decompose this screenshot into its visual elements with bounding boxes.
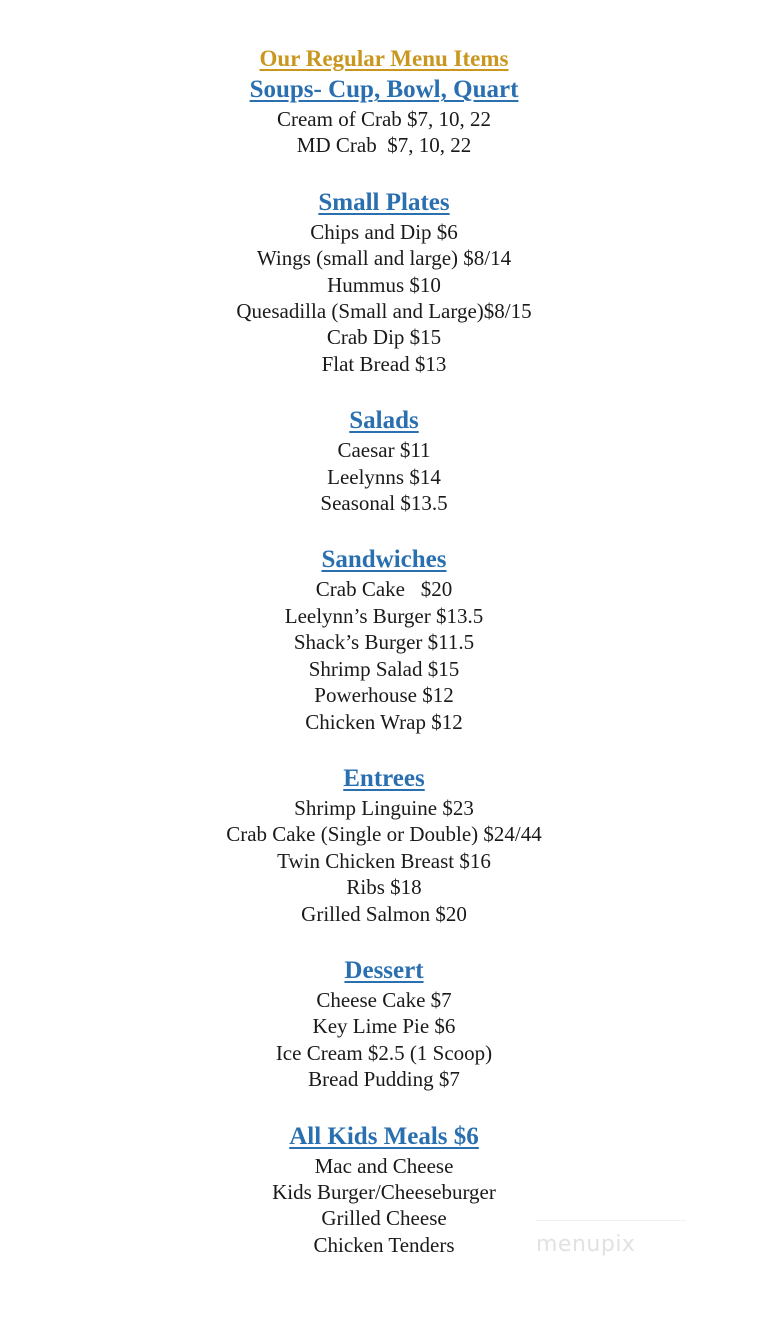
section-kids-meals	[0, 1121, 768, 1259]
section-heading: Entrees	[343, 764, 425, 792]
menu-item: Shrimp Linguine $23	[294, 795, 474, 820]
item-list	[0, 1153, 768, 1259]
menu-item: Crab Cake $20	[315, 577, 453, 602]
menu	[0, 44, 768, 1258]
section-dessert	[0, 955, 768, 1093]
menu-title: Our Regular Menu Items	[259, 46, 509, 71]
menu-item: Caesar $11	[337, 438, 431, 463]
item-list	[0, 987, 768, 1093]
menu-item: Hummus $10	[327, 272, 441, 297]
menu-item: Grilled Cheese	[321, 1206, 447, 1231]
menu-item: Cheese Cake $7	[316, 987, 452, 1012]
section-salads	[0, 405, 768, 516]
menu-item: Ice Cream $2.5 (1 Scoop)	[275, 1040, 493, 1065]
menu-item: Shrimp Salad $15	[308, 656, 460, 681]
item-list	[0, 219, 768, 377]
item-list	[0, 576, 768, 734]
item-list	[0, 437, 768, 516]
menu-item: Key Lime Pie $6	[312, 1014, 456, 1039]
section-soups	[0, 74, 768, 159]
menu-item: Crab Dip $15	[326, 325, 442, 350]
menu-item: Quesadilla (Small and Large)$8/15	[236, 299, 532, 324]
section-heading: Dessert	[344, 956, 424, 984]
menu-item: Leelynn’s Burger $13.5	[284, 603, 484, 628]
menu-item: Crab Cake (Single or Double) $24/44	[226, 822, 542, 847]
watermark-logo: menupix	[536, 1232, 636, 1257]
menu-item: Chips and Dip $6	[310, 219, 458, 244]
menu-item: Chicken Wrap $12	[305, 709, 463, 734]
section-sandwiches	[0, 544, 768, 734]
menu-item: Powerhouse $12	[314, 683, 454, 708]
menu-item: Mac and Cheese	[314, 1153, 454, 1178]
watermark-divider	[536, 1220, 686, 1221]
menu-item: Ribs $18	[346, 875, 422, 900]
menu-item: Kids Burger/Cheeseburger	[272, 1179, 496, 1204]
section-heading: Salads	[349, 407, 419, 435]
menu-item: Shack’s Burger $11.5	[293, 630, 475, 655]
item-list	[0, 106, 768, 159]
item-list	[0, 795, 768, 927]
menu-item: Seasonal $13.5	[320, 491, 448, 516]
section-entrees	[0, 763, 768, 927]
menu-item: Flat Bread $13	[321, 351, 447, 376]
section-small-plates	[0, 187, 768, 377]
section-heading: Sandwiches	[321, 546, 447, 574]
menu-item: Wings (small and large) $8/14	[256, 246, 512, 271]
menu-item: MD Crab $7, 10, 22	[296, 133, 472, 158]
menu-item: Grilled Salmon $20	[301, 901, 467, 926]
menu-item: Cream of Crab $7, 10, 22	[276, 107, 492, 131]
menu-item: Twin Chicken Breast $16	[277, 848, 491, 873]
section-heading: All Kids Meals $6	[289, 1122, 479, 1150]
section-heading: Soups- Cup, Bowl, Quart	[249, 76, 519, 103]
menu-item: Leelynns $14	[327, 464, 441, 489]
menu-item: Bread Pudding $7	[308, 1067, 460, 1092]
section-heading: Small Plates	[318, 188, 450, 216]
menu-item: Chicken Tenders	[313, 1232, 455, 1257]
